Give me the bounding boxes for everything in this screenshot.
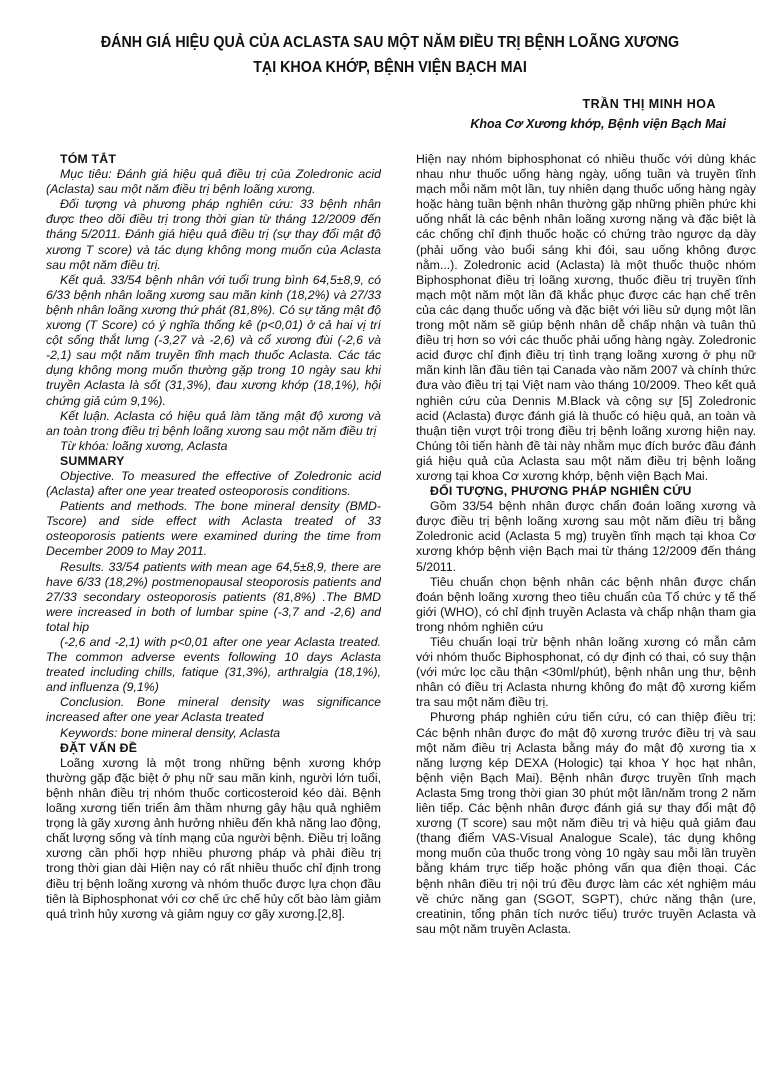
introduction-heading: ĐẶT VẤN ĐỀ xyxy=(60,740,138,755)
methods-exclusion: Tiêu chuẩn loại trừ bệnh nhân loãng xương có mẫn cảm với nhóm thuốc Biphosphonat, có dự định có thai, có suy thận (với mức lọc cầu thận <30ml/phút), bệnh nhân ung thư, bệnh nhân có điều trị Aclasta nhưng không đo mật độ xương kiểm tra sau một năm điều trị. xyxy=(416,635,756,710)
right-column xyxy=(416,152,756,1072)
title-line-1: ĐÁNH GIÁ HIỆU QUẢ CỦA ACLASTA SAU MỘT NĂM ĐIỀU TRỊ BỆNH LOÃNG XƯƠNG xyxy=(100,34,680,51)
abstract-heading: TÓM TẮT xyxy=(60,152,117,166)
abstract-conclusion: Kết luận. Aclasta có hiệu quả làm tăng mật độ xương và an toàn trong điều trị bệnh loãng xương sau một năm điều trị xyxy=(46,408,381,438)
methods-heading: ĐỐI TƯỢNG, PHƯƠNG PHÁP NGHIÊN CỨU xyxy=(430,484,692,499)
left-column xyxy=(46,152,381,1072)
introduction-paragraph: Loãng xương là một trong những bệnh xương khớp thường gặp đặc biệt ở phụ nữ sau mãn kinh, người lớn tuổi, bệnh nhân điều trị nhóm thuốc corticosteroid kéo dài. Bệnh loãng xương tiến triển âm thầm nhưng gây hậu quả nghiêm trọng là gãy xương ảnh hưởng nhiều đến khả năng lao động, chất lượng sống và tính mạng của người bệnh. Điều trị loãng xương cần phối hợp nhiều phương pháp và phải điều trị trong thời gian dài Hiện nay có rất nhiều thuốc chỉ định trong điều trị bệnh loãng xương và nhóm thuốc được lựa chọn đầu tiên là Biphosphonat với cơ chế ức chế hủy cốt bào làm giảm quá trình hủy xương và giảm nguy cơ gãy xương.[2,8]. xyxy=(46,755,381,921)
methods-inclusion: Tiêu chuẩn chọn bệnh nhân các bệnh nhân được chẩn đoán bệnh loãng xương theo tiêu chuẩn của Tổ chức y tế thế giới (WHO), có chỉ định truyền Aclasta và chấp nhận tham gia trong nhóm nghiên cứu xyxy=(416,574,756,634)
summary-keywords: Keywords: bone mineral density, Aclasta xyxy=(60,725,281,740)
methods-procedure: Phương pháp nghiên cứu tiến cứu, có can thiệp điều trị: Các bệnh nhân được đo mật độ xương trước điều trị và sau một năm điều trị Aclasta bằng máy đo mật độ xương tia x năng lượng kép DEXA (Hologic) tại khoa Y học hạt nhân, bệnh viện Bạch Mai). Bệnh nhân được truyền tĩnh mạch Aclasta 5mg trong thời gian 30 phút một lần/năm trong 2 năm liên tiếp. Các bệnh nhân được đánh giá sự thay đổi mật độ xương (T score) sau một năm điều trị và hiệu quả giảm đau (thang điểm VAS-Visual Analogue Scale), tác dụng không mong muốn của thuốc trong vòng 10 ngày sau mỗi lần truyền bằng khám trực tiếp hoặc phỏng vấn qua điện thoại. Các bệnh nhân điều trị nội trú đều được làm các xét nghiệm máu về chức năng gan (SGOT, SGPT), chức năng thận (ure, creatinin, tổng phân tích nước tiểu) trước truyền Aclasta và sau một năm truyền Aclasta. xyxy=(416,710,756,936)
summary-results-continued: (-2,6 and -2,1) with p<0,01 after one year Aclasta treated. The common adverse events following 10 days Aclasta treated including chills, fatique (31,3%), arthralgia (18,1%), and influenza (9,1%) xyxy=(46,635,381,695)
abstract-results: Kết quả. 33/54 bệnh nhân với tuổi trung bình 64,5±8,9, có 6/33 bệnh nhân loãng xương sau mãn kinh (18,2%) và 27/33 bệnh nhân loãng xương thứ phát (81,8%). Có sự tăng mật độ xương (T Score) có ý nghĩa thống kê (p<0,01) ở cả hai vị trí cột sống thắt lưng (-3,27 và -2,6) và cổ xương đùi (-2,6 và -2,1) sau một năm truyền tĩnh mạch thuốc Aclasta. Các tác dụng không mong muốn thường gặp trong 10 ngày sau khi truyền Aclasta là sốt (31,3%), đau xương khớp (18,1%), hội chứng giả cúm 9,1%). xyxy=(46,272,381,408)
author-name: TRẦN THỊ MINH HOA xyxy=(582,97,716,111)
methods-subjects: Gồm 33/54 bệnh nhân được chẩn đoán loãng xương và được điều trị bệnh loãng xương sau một năm điều trị bằng Zoledronic acid (Aclasta 5 mg) truyền tĩnh mạch tại khoa Cơ xương khớp bệnh viện Bạch mai từ tháng 12/2009 đến tháng 5/2011. xyxy=(416,499,756,574)
paper-title xyxy=(68,30,712,80)
summary-results: Results. 33/54 patients with mean age 64,5±8,9, there are have 6/33 (18,2%) postmenopausal steoporosis patients and 27/33 secondary osteoporosis patients (81,8%) .The BMD were increased in both of lumbar spine (-3,7 and -2,6) and total hip xyxy=(46,559,381,634)
summary-objective: Objective. To measured the effective of Zoledronic acid (Aclasta) after one year treated osteoporosis conditions. xyxy=(46,468,381,499)
introduction-continued: Hiện nay nhóm biphosphonat có nhiều thuốc với dùng khác nhau như thuốc uống hàng ngày, uống tuần và truyền tĩnh mạch mỗi năm một lần, tuy nhiên dạng thuốc uống hàng ngày hoặc hàng tuần bệnh nhân thường gặp những phiền phức khi uống nhất là các bệnh nhân loãng xương nặng và đặc biệt là các chống chỉ định thuốc hoặc có chứng trào ngược dạ dày (phải uống vào buổi sáng khi đói, sau uống không được nằm...). Zoledronic acid (Aclasta) là một thuốc thuộc nhóm Biphosphonat điều trị loãng xương, thuốc điều trị truyền tĩnh mạch một năm một lần đã khắc phục được các hạn chế trên của các dạng thuốc uống và đặc biệt với liều sử dụng một lần trong một năm sẽ giúp bệnh nhân dễ chấp nhận và tuân thủ điều trị hơn so với các thuốc phải uống hàng ngày. Zoledronic acid được chỉ định điều trị tình trạng loãng xương ở phụ nữ mãn kinh lần đầu tiên tại Canada vào năm 2007 và chính thức đưa vào điều trị tại Việt nam vào tháng 10/2009. Theo kết quả nghiên cứu của Dennis M.Black và cộng sự [5] Zoledronic acid (Aclasta) được đánh giá là thuốc có hiệu quả, an toàn và thuận tiện vượt trội trong điều trị bệnh loãng xương hiện nay. Chúng tôi tiến hành đề tài này nhằm mục đích bước đầu đánh giá hiệu quả của Aclasta sau một năm điều trị bệnh loãng xương tại khoa Cơ xương khớp, bệnh viện Bạch Mai. xyxy=(416,152,756,483)
author-affiliation: Khoa Cơ Xương khớp, Bệnh viện Bạch Mai xyxy=(470,117,726,131)
abstract-objective: Mục tiêu: Đánh giá hiệu quả điều trị của Zoledronic acid (Aclasta) sau một năm điều trị bệnh loãng xương. xyxy=(46,167,381,197)
summary-conclusion: Conclusion. Bone mineral density was significance increased after one year Aclasta treated xyxy=(46,695,381,725)
abstract-keywords: Từ khóa: loãng xương, Aclasta xyxy=(60,438,228,453)
summary-methods: Patients and methods. The bone mineral density (BMD-Tscore) and side effect with Aclasta treated of 33 osteoporosis patients were examined during the time from December 2009 to May 2011. xyxy=(46,499,381,559)
abstract-methods: Đối tượng và phương pháp nghiên cứu: 33 bệnh nhân được theo dõi điều trị trong thời gian từ tháng 12/2009 đến tháng 5/2011. Đánh giá hiệu quả điều trị (sự thay đổi mật độ xương T score) và tác dụng không mong muốn của Aclasta sau một năm điều trị. xyxy=(46,197,381,272)
title-line-2: TẠI KHOA KHỚP, BỆNH VIỆN BẠCH MAI xyxy=(253,59,527,76)
summary-heading: SUMMARY xyxy=(60,453,125,468)
author-block xyxy=(470,94,726,134)
